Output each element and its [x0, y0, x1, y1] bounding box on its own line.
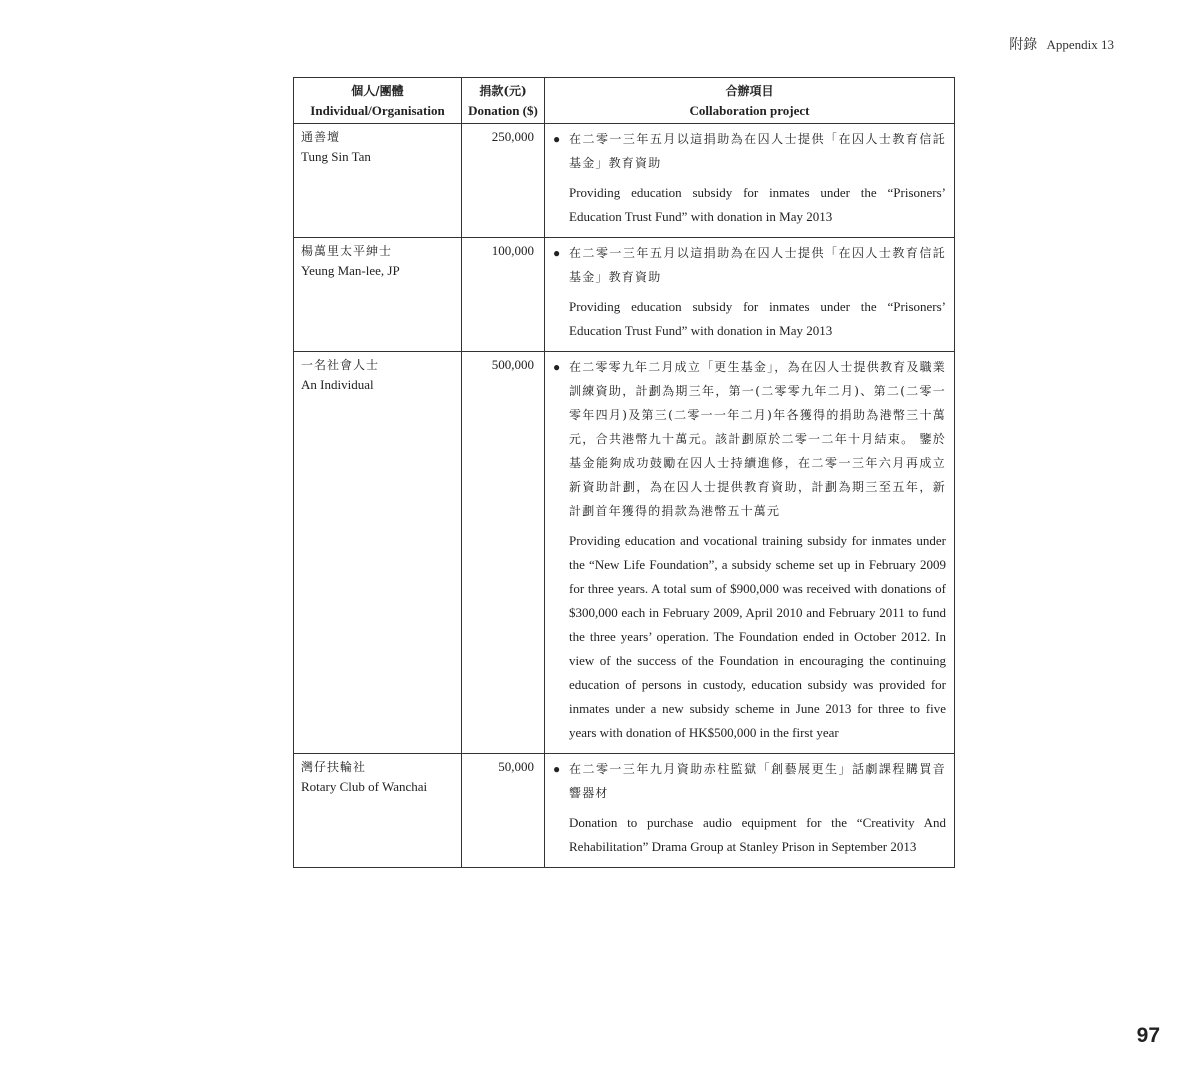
page-header	[1009, 34, 1114, 54]
column-header-project	[545, 78, 955, 124]
project-description-zh: 在二零零九年二月成立「更生基金」，為在囚人士提供教育及職業訓練資助，計劃為期三年，第一(二零零九年二月)、第二(二零一零年四月)及第三(二零一一年二月)年各獲得的捐助為港幣三十萬元，合共港幣九十萬元。該計劃原於二零一二年十月結束。 鑒於基金能夠成功鼓勵在囚人士持續進修，在二零一三年六月再成立新資助計劃，為在囚人士提供教育資助，計劃為期三至五年，新計劃首年獲得的捐款為港幣五十萬元	[569, 360, 946, 518]
project-description-en: Providing education subsidy for inmates under the “Prisoners’ Education Trust Fund” with donation in May 2013	[569, 299, 946, 338]
organisation-name-zh: 楊萬里太平紳士	[301, 244, 393, 258]
organisation-name-zh: 一名社會人士	[301, 358, 380, 372]
donation-amount: 50,000	[462, 754, 545, 868]
column-header-organisation	[294, 78, 462, 124]
project-cell	[545, 754, 955, 868]
bullet-icon: ●	[553, 762, 561, 776]
column-header-zh: 個人/團體	[351, 84, 404, 98]
bullet-icon: ●	[553, 246, 561, 260]
column-header-zh: 合辦項目	[725, 84, 774, 98]
project-description-en: Providing education and vocational training subsidy for inmates under the “New Life Foundation”, a subsidy scheme set up in February 2009 for three years. A total sum of $900,000 was received with donations of $300,000 each in February 2009, April 2010 and February 2011 to fund the three years’ operation. The Foundation ended in October 2012. In view of the success of the Foundation in encouraging the continuing education of persons in custody, education subsidy was provided for inmates under a new subsidy scheme in June 2013 for three to five years with donation of HK$500,000 in the first year	[569, 533, 946, 740]
project-description-en: Donation to purchase audio equipment for the “Creativity And Rehabilitation” Drama Group at Stanley Prison in September 2013	[569, 815, 946, 854]
column-header-donation	[462, 78, 545, 124]
organisation-cell	[294, 238, 462, 352]
column-header-en: Donation ($)	[468, 103, 538, 118]
organisation-name-en: An Individual	[301, 377, 374, 392]
column-header-en: Individual/Organisation	[310, 103, 445, 118]
header-english: Appendix 13	[1046, 37, 1114, 52]
project-description-en: Providing education subsidy for inmates under the “Prisoners’ Education Trust Fund” with donation in May 2013	[569, 185, 946, 224]
header-chinese: 附錄	[1009, 37, 1038, 53]
organisation-cell	[294, 754, 462, 868]
table-row	[294, 754, 955, 868]
organisation-cell	[294, 124, 462, 238]
project-cell	[545, 238, 955, 352]
donations-table	[293, 77, 955, 868]
donation-amount: 250,000	[462, 124, 545, 238]
table-row	[294, 124, 955, 238]
organisation-name-zh: 灣仔扶輪社	[301, 760, 367, 774]
table-row	[294, 352, 955, 754]
bullet-icon: ●	[553, 132, 561, 146]
organisation-name-en: Yeung Man-lee, JP	[301, 263, 400, 278]
organisation-cell	[294, 352, 462, 754]
organisation-name-zh: 通善壇	[301, 130, 341, 144]
donation-amount: 100,000	[462, 238, 545, 352]
page-number: 97	[1136, 1024, 1160, 1047]
project-cell	[545, 124, 955, 238]
organisation-name-en: Rotary Club of Wanchai	[301, 779, 428, 794]
project-description-zh: 在二零一三年五月以這捐助為在囚人士提供「在囚人士教育信託基金」教育資助	[569, 246, 946, 284]
donation-amount: 500,000	[462, 352, 545, 754]
table-header-row	[294, 78, 955, 124]
project-cell	[545, 352, 955, 754]
project-description-zh: 在二零一三年五月以這捐助為在囚人士提供「在囚人士教育信託基金」教育資助	[569, 132, 946, 170]
column-header-zh: 捐款(元)	[479, 84, 527, 98]
table-row	[294, 238, 955, 352]
project-description-zh: 在二零一三年九月資助赤柱監獄「創藝展更生」話劇課程購買音響器材	[569, 762, 946, 800]
column-header-en: Collaboration project	[689, 103, 810, 118]
bullet-icon: ●	[553, 360, 561, 374]
organisation-name-en: Tung Sin Tan	[301, 149, 371, 164]
